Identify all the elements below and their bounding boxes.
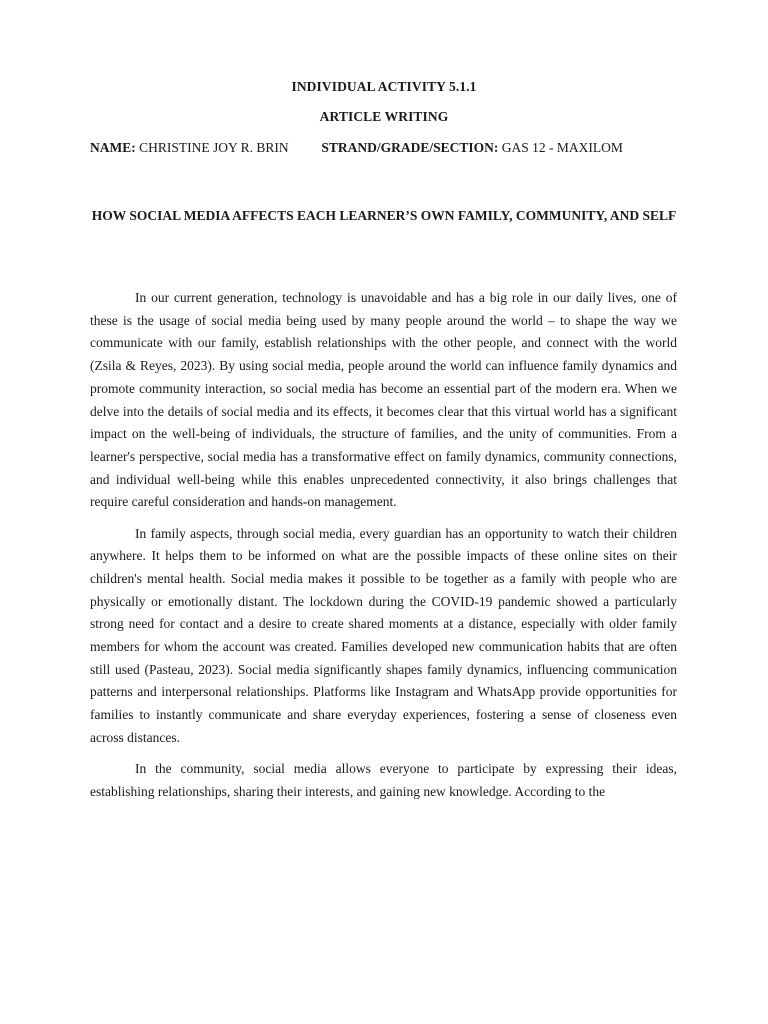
name-label: NAME: — [90, 140, 136, 155]
activity-type-heading: ARTICLE WRITING — [319, 109, 449, 124]
student-info-line — [90, 140, 690, 156]
article-body — [90, 287, 677, 812]
paragraph-2: In family aspects, through social media, every guardian has an opportunity to watch their children anywhere. It helps them to be informed on what are the possible impacts of these online sites on their children's mental health. Social media makes it possible to be together as a family with people who are physically or emotionally distant. The lockdown during the COVID-19 pandemic showed a particularly strong need for contact and a desire to create shared moments at a distance, especially with older family members for whom the account was created. Families developed new communication habits that are often still used (Pasteau, 2023). Social media significantly shapes family dynamics, influencing communication patterns and interpersonal relationships. Platforms like Instagram and WhatsApp provide opportunities for families to instantly communicate and share everyday experiences, fostering a sense of closeness even across distances. — [90, 525, 677, 745]
activity-heading: INDIVIDUAL ACTIVITY 5.1.1 — [291, 79, 477, 94]
name-value: CHRISTINE JOY R. BRIN — [139, 140, 289, 155]
paragraph-1: In our current generation, technology is unavoidable and has a big role in our daily lives, one of these is the usage of social media being used by many people around the world – to shape the way we communicate with our family, establish relationships with the other people, and connect with the world (Zsila & Reyes, 2023). By using social media, people around the world can influence family dynamics and promote community interaction, so social media has become an essential part of the modern era. When we delve into the details of social media and its effects, it becomes clear that this virtual world has a significant impact on the well-being of individuals, the structure of families, and the unity of communities. From a learner's perspective, social media has a transformative effect on family dynamics, community connections, and individual well-being while this enables unprecedented connectivity, it also brings challenges that require careful consideration and hands-on management. — [90, 290, 677, 510]
section-label: STRAND/GRADE/SECTION: — [321, 140, 499, 155]
article-title: HOW SOCIAL MEDIA AFFECTS EACH LEARNER’S OWN FAMILY, COMMUNITY, AND SELF — [91, 208, 677, 223]
section-value: GAS 12 - MAXILOM — [501, 140, 623, 155]
paragraph-3: In the community, social media allows everyone to participate by expressing their ideas, establishing relationships, sharing their interests, and gaining new knowledge. According to the — [90, 761, 677, 799]
